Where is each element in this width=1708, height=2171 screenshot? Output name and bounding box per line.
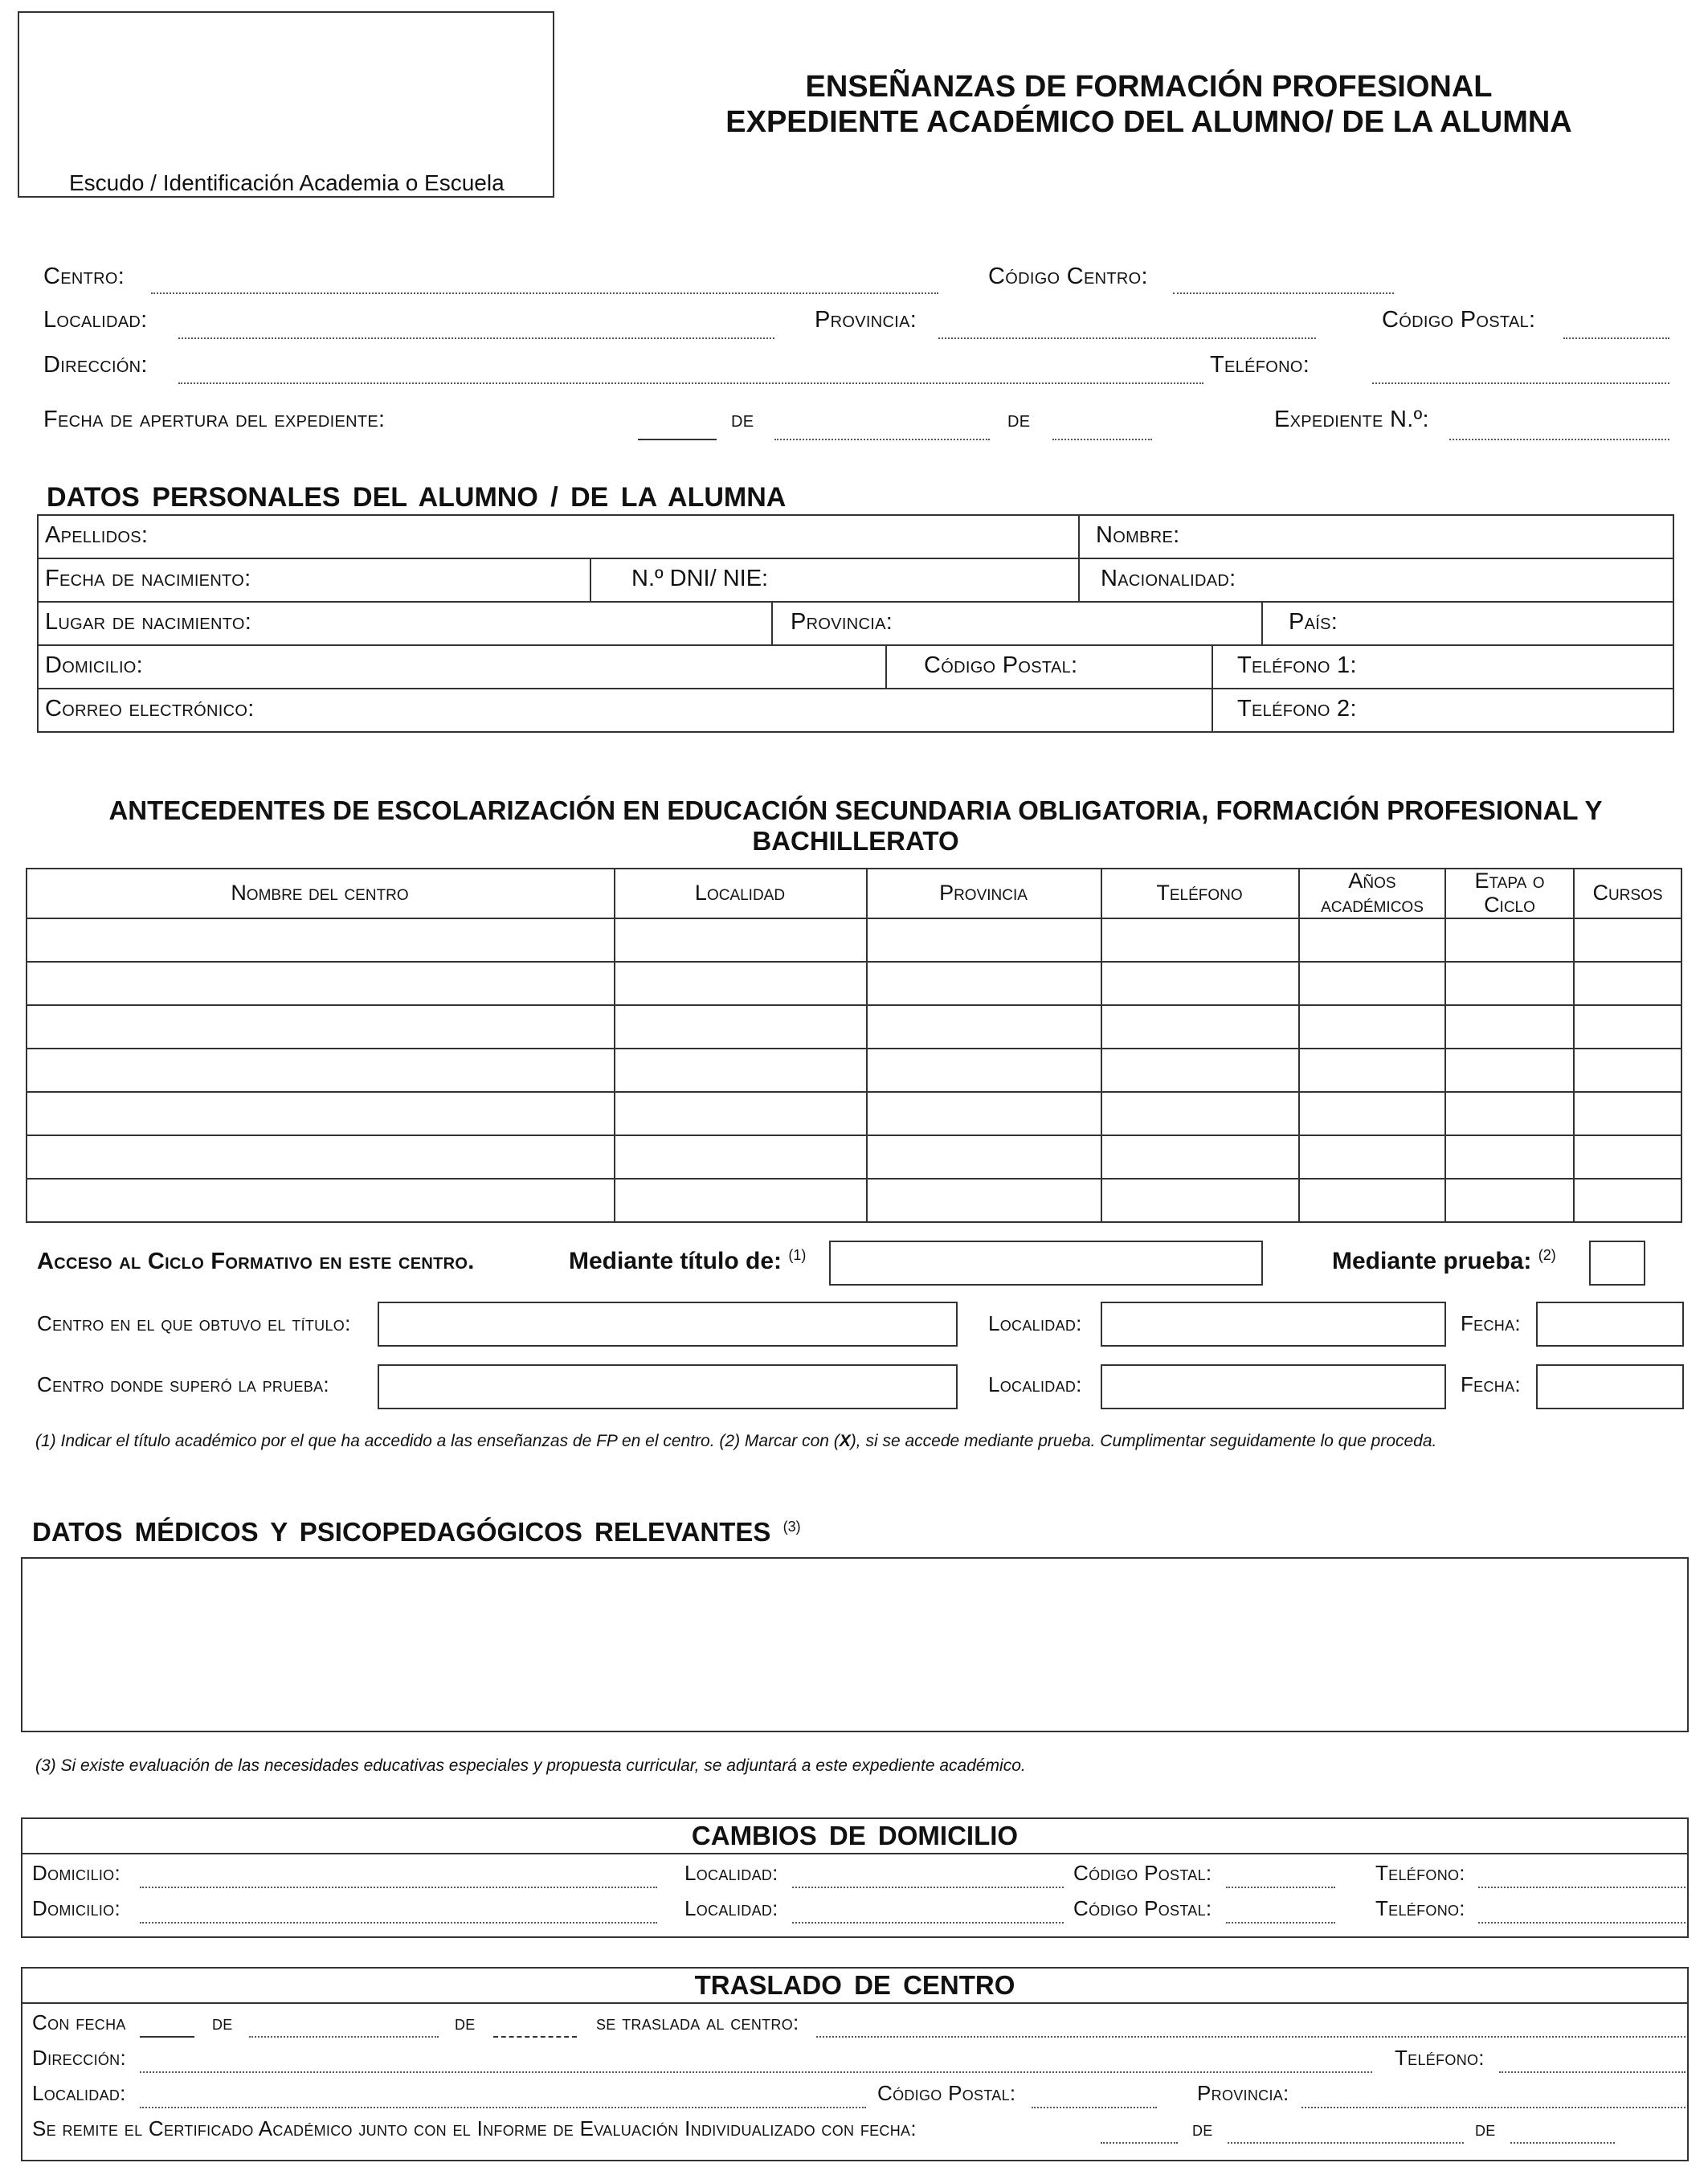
mediante-prueba-label: [1332, 1247, 1556, 1275]
cambio1-cp-field[interactable]: [1226, 1887, 1335, 1888]
fecha-mes-field[interactable]: [774, 439, 990, 440]
note-ref-1: (1): [788, 1247, 807, 1263]
row-divider: [37, 688, 1674, 689]
acceso-footnote: [35, 1432, 1436, 1451]
cambio1-localidad-field[interactable]: [792, 1887, 1064, 1888]
traslado-mes-field[interactable]: [249, 2036, 439, 2038]
pais-field[interactable]: País:: [1289, 609, 1338, 635]
table-row: [26, 1178, 1682, 1180]
localidad-field[interactable]: [178, 337, 774, 339]
col-header-provincia: Provincia: [939, 881, 1028, 905]
title-line-2: EXPEDIENTE ACADÉMICO DEL ALUMNO/ DE LA ALUMNA: [725, 105, 1572, 139]
fecha-de-1: de: [731, 407, 754, 432]
se-traslada-label: se traslada al centro:: [596, 2010, 799, 2034]
traslado-direccion-field[interactable]: [140, 2071, 1372, 2073]
mediante-titulo-text: Mediante título de:: [569, 1248, 782, 1274]
localidad-prueba-label: Localidad:: [988, 1372, 1082, 1396]
expediente-no-field[interactable]: [1449, 439, 1669, 440]
provincia-label: Provincia:: [815, 307, 917, 333]
col-divider: [1444, 868, 1446, 1223]
col-divider: [1261, 601, 1263, 644]
cambio2-localidad-field[interactable]: [792, 1922, 1064, 1924]
traslado-de-4: de: [1475, 2116, 1496, 2140]
centro-prueba-label: Centro donde superó la prueba:: [37, 1372, 329, 1396]
fecha-prueba-input[interactable]: [1536, 1364, 1684, 1409]
acceso-label: Acceso al Ciclo Formativo en este centro.: [37, 1249, 475, 1274]
traslado-dia-field[interactable]: [140, 2036, 194, 2038]
cambio1-cp-label: Código Postal:: [1073, 1861, 1212, 1885]
footnote-part-b: ), si se accede mediante prueba. Cumplimentar seguidamente lo que proceda.: [850, 1432, 1437, 1450]
col-header-localidad: Localidad: [694, 881, 786, 905]
medicos-footnote: (3) Si existe evaluación de las necesidades educativas especiales y propuesta curricular, se adjuntará a este expediente académico.: [35, 1756, 1026, 1775]
title-line-1: ENSEÑANZAS DE FORMACIÓN PROFESIONAL: [805, 70, 1493, 104]
col-divider: [866, 868, 868, 1223]
page-title: [611, 69, 1687, 140]
cambio2-localidad-label: Localidad:: [684, 1896, 778, 1920]
traslado-provincia-label: Provincia:: [1197, 2081, 1289, 2105]
traslado-telefono-label: Teléfono:: [1395, 2046, 1485, 2070]
titulo-input[interactable]: [829, 1241, 1263, 1286]
medicos-title-text: DATOS MÉDICOS Y PSICOPEDAGÓGICOS RELEVANTES: [32, 1517, 771, 1547]
telefono1-field[interactable]: Teléfono 1:: [1237, 652, 1357, 678]
antecedentes-title: [32, 795, 1679, 857]
col-divider: [614, 868, 615, 1223]
footnote-x: X: [839, 1432, 851, 1450]
codigo-centro-label: Código Centro:: [988, 264, 1148, 289]
col-header-cursos: Cursos: [1592, 881, 1663, 905]
localidad-titulo-input[interactable]: [1101, 1302, 1446, 1347]
direccion-label: Dirección:: [43, 352, 148, 378]
mediante-prueba-text: Mediante prueba:: [1332, 1248, 1532, 1274]
telefono-field[interactable]: [1372, 382, 1669, 384]
remite-anio-field[interactable]: [1510, 2142, 1615, 2144]
dni-field[interactable]: N.º DNI/ NIE:: [631, 566, 769, 591]
col-header-nombre-centro: Nombre del centro: [231, 881, 409, 905]
note-ref-2: (2): [1538, 1247, 1556, 1263]
cambio2-domicilio-field[interactable]: [140, 1922, 657, 1924]
col-divider: [771, 601, 773, 644]
traslado-cp-field[interactable]: [1032, 2107, 1157, 2108]
traslado-telefono-field[interactable]: [1499, 2071, 1686, 2073]
cambios-title-divider: [21, 1853, 1689, 1854]
centro-titulo-label: Centro en el que obtuvo el título:: [37, 1311, 351, 1335]
col-divider: [1212, 644, 1213, 733]
fecha-titulo-input[interactable]: [1536, 1302, 1684, 1347]
row-divider: [37, 644, 1674, 646]
localidad-titulo-label: Localidad:: [988, 1311, 1082, 1335]
centro-label: Centro:: [43, 264, 125, 289]
direccion-field[interactable]: [178, 382, 1203, 384]
domicilio-field[interactable]: Domicilio:: [45, 652, 144, 678]
col-header-anios: Años académicos: [1321, 869, 1424, 917]
provincia-field[interactable]: [938, 337, 1316, 339]
traslado-de-2: de: [455, 2010, 476, 2034]
table-header-divider: [26, 918, 1682, 919]
note-ref-3: (3): [782, 1519, 801, 1535]
prueba-checkbox[interactable]: [1589, 1241, 1645, 1286]
centro-field[interactable]: [151, 292, 938, 294]
medicos-title: [32, 1517, 801, 1548]
traslado-cp-label: Código Postal:: [877, 2081, 1016, 2105]
fecha-anio-field[interactable]: [1052, 439, 1152, 440]
traslado-direccion-label: Dirección:: [32, 2046, 127, 2070]
cambio1-domicilio-label: Domicilio:: [32, 1861, 121, 1885]
remite-mes-field[interactable]: [1228, 2142, 1464, 2144]
cambio1-telefono-field[interactable]: [1478, 1887, 1686, 1888]
traslado-anio-field[interactable]: [493, 2036, 577, 2038]
table-row: [26, 1091, 1682, 1093]
col-divider: [1101, 868, 1102, 1223]
remite-dia-field[interactable]: [1101, 2142, 1178, 2144]
localidad-prueba-input[interactable]: [1101, 1364, 1446, 1409]
telefono2-field[interactable]: Teléfono 2:: [1237, 696, 1357, 722]
col-header-telefono: Teléfono: [1156, 881, 1243, 905]
centro-titulo-input[interactable]: [378, 1302, 958, 1347]
table-row: [26, 961, 1682, 963]
apellidos-field[interactable]: Apellidos:: [45, 522, 149, 548]
antecedentes-title-line2: BACHILLERATO: [752, 826, 959, 856]
col-header-etapa: Etapa o Ciclo: [1474, 869, 1545, 917]
traslado-title: TRASLADO DE CENTRO: [694, 1970, 1015, 2000]
cambio1-domicilio-field[interactable]: [140, 1887, 657, 1888]
row-divider: [37, 601, 1674, 603]
lugar-nacimiento-field[interactable]: Lugar de nacimiento:: [45, 609, 252, 635]
nacionalidad-field[interactable]: Nacionalidad:: [1101, 566, 1236, 591]
expediente-no-label: Expediente N.º:: [1274, 407, 1429, 432]
traslado-de-3: de: [1192, 2116, 1213, 2140]
correo-field[interactable]: Correo electrónico:: [45, 696, 255, 722]
cambio2-cp-field[interactable]: [1226, 1922, 1335, 1924]
cambio1-localidad-label: Localidad:: [684, 1861, 778, 1885]
logo-box-label: Escudo / Identificación Academia o Escuela: [69, 170, 505, 195]
traslado-localidad-field[interactable]: [140, 2107, 866, 2108]
fecha-dia-field[interactable]: [638, 439, 717, 440]
codigo-postal-personal-field[interactable]: Código Postal:: [924, 652, 1078, 678]
fecha-apertura-label: Fecha de apertura del expediente:: [43, 407, 386, 432]
provincia-nacimiento-field[interactable]: Provincia:: [791, 609, 893, 635]
antecedentes-title-line1: ANTECEDENTES DE ESCOLARIZACIÓN EN EDUCACIÓN SECUNDARIA OBLIGATORIA, FORMACIÓN PROFESIONAL Y: [108, 795, 1603, 825]
col-divider: [1078, 514, 1080, 601]
datos-personales-title: DATOS PERSONALES DEL ALUMNO / DE LA ALUMNA: [47, 482, 787, 513]
table-row: [26, 1048, 1682, 1049]
col-divider: [1298, 868, 1300, 1223]
localidad-label: Localidad:: [43, 307, 148, 333]
traslado-de-1: de: [212, 2010, 233, 2034]
traslado-provincia-field[interactable]: [1301, 2107, 1686, 2108]
cambio2-domicilio-label: Domicilio:: [32, 1896, 121, 1920]
col-divider: [1573, 868, 1575, 1223]
con-fecha-label: Con fecha: [32, 2010, 126, 2034]
table-row: [26, 1135, 1682, 1136]
cambio2-telefono-field[interactable]: [1478, 1922, 1686, 1924]
cambio2-telefono-label: Teléfono:: [1375, 1896, 1465, 1920]
fecha-prueba-label: Fecha:: [1461, 1372, 1521, 1396]
table-row: [26, 1004, 1682, 1006]
nombre-field[interactable]: Nombre:: [1096, 522, 1180, 548]
traslado-title-divider: [21, 2002, 1689, 2004]
cambio2-cp-label: Código Postal:: [1073, 1896, 1212, 1920]
footnote-part-a: (1) Indicar el título académico por el que ha accedido a las enseñanzas de FP en el centro. (2) Marcar con (: [35, 1432, 840, 1450]
traslado-centro-field[interactable]: [816, 2036, 1686, 2038]
codigo-postal-field[interactable]: [1563, 337, 1669, 339]
col-divider: [885, 644, 887, 688]
centro-prueba-input[interactable]: [378, 1364, 958, 1409]
fecha-titulo-label: Fecha:: [1461, 1311, 1521, 1335]
telefono-label: Teléfono:: [1210, 352, 1310, 378]
col-divider: [590, 558, 591, 601]
medicos-textarea[interactable]: [21, 1557, 1689, 1732]
traslado-localidad-label: Localidad:: [32, 2081, 126, 2105]
fecha-de-2: de: [1007, 407, 1031, 432]
antecedentes-table: [26, 868, 1682, 1223]
se-remite-label: Se remite el Certificado Académico junto con el Informe de Evaluación Individualizado con fecha:: [32, 2116, 917, 2140]
fecha-nacimiento-field[interactable]: Fecha de nacimiento:: [45, 566, 251, 591]
cambios-title: CAMBIOS DE DOMICILIO: [691, 1821, 1019, 1850]
codigo-centro-field[interactable]: [1173, 292, 1394, 294]
row-divider: [37, 558, 1674, 559]
codigo-postal-label: Código Postal:: [1382, 307, 1536, 333]
cambio1-telefono-label: Teléfono:: [1375, 1861, 1465, 1885]
mediante-titulo-label: [569, 1247, 806, 1275]
